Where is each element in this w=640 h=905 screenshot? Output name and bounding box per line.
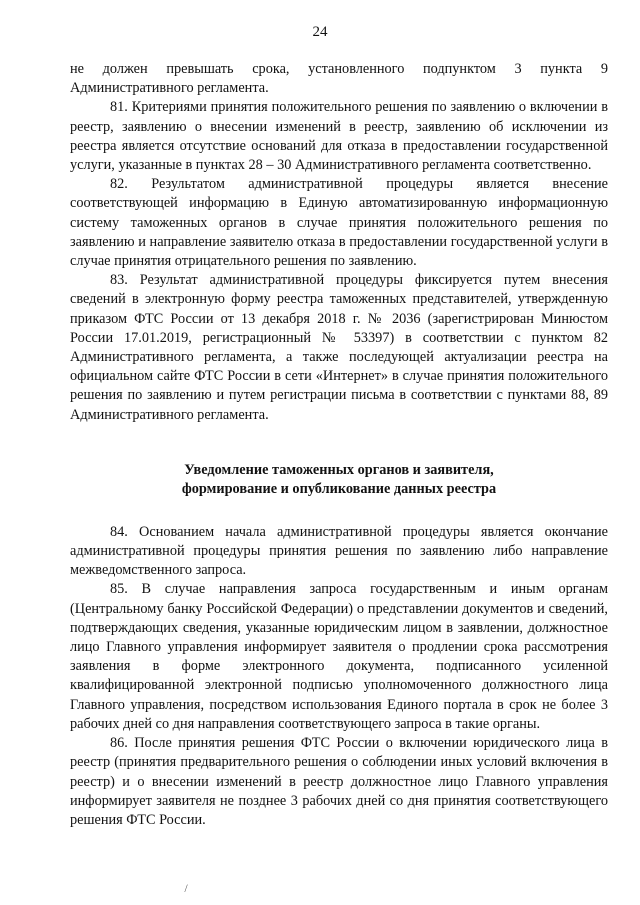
paragraph-85: 85. В случае направления запроса государственным и иным органам (Центральному банку Российской Федерации) о представлении документов и сведений, подтверждающих сведения, указанные юридическим лицом в заявлении, должностное лицо Главного управления информирует заявителя о продлении срока рассмотрения заявления в форме электронного документа, подписанного усиленной квалифицированной электронной подписью уполномоченного должностного лица Главного управления, посредством использования Единого портала в срок не более 3 рабочих дней со дня направления соответствующего запроса в такие органы.	[70, 581, 608, 732]
paragraph-82: 82. Результатом административной процедуры является внесение соответствующей информацию в Единую автоматизированную информационную систему таможенных органов в случае принятия положительного решения по заявлению и направление заявителю отказа в предоставлении государственной услуги в случае принятия отрицательного решения по заявлению.	[70, 176, 608, 270]
section-heading-line-2: формирование и опубликование данных реестра	[181, 480, 497, 497]
paragraph-83: 83. Результат административной процедуры фиксируется путем внесения сведений в электронную форму реестра таможенных представителей, утвержденную приказом ФТС России от 13 декабря 2018 г. № 2036 (зарегистрирован Минюстом России 17.01.2019, регистрационный № 53397) в соответствии с пунктом 82 Административного регламента, а также последующей актуализации реестра на официальном сайте ФТС России в сети «Интернет» в случае принятия положительного решения по заявлению и путем регистрации письма в соответствии с пунктами 88, 89 Административного регламента.	[70, 272, 608, 423]
section-heading-line-1: Уведомление таможенных органов и заявителя,	[184, 461, 494, 478]
section-heading	[70, 461, 608, 499]
paragraph-continuation: не должен превышать срока, установленного подпунктом 3 пункта 9 Административного регламента.	[70, 61, 608, 97]
page-number: 24	[312, 24, 328, 40]
document-body	[70, 60, 608, 830]
paragraph-81: 81. Критериями принятия положительного решения по заявлению о включении в реестр, заявлению о внесении изменений в реестр, заявлению об исключении из реестра является отсутствие оснований для отказа в предоставлении государственной услуги, указанные в пунктах 28 – 30 Административного регламента соответственно.	[70, 99, 608, 174]
paragraph-86: 86. После принятия решения ФТС России о включении юридического лица в реестр (принятия предварительного решения о соблюдении иных условий включения в реестр) и о внесении изменений в реестр должностное лицо Главного управления информирует заявителя не позднее 3 рабочих дней со дня принятия соответствующего решения ФТС России.	[70, 735, 608, 828]
paragraph-84: 84. Основанием начала административной процедуры является окончание административной процедуры принятия решения по заявлению либо направление межведомственного запроса.	[70, 523, 608, 579]
